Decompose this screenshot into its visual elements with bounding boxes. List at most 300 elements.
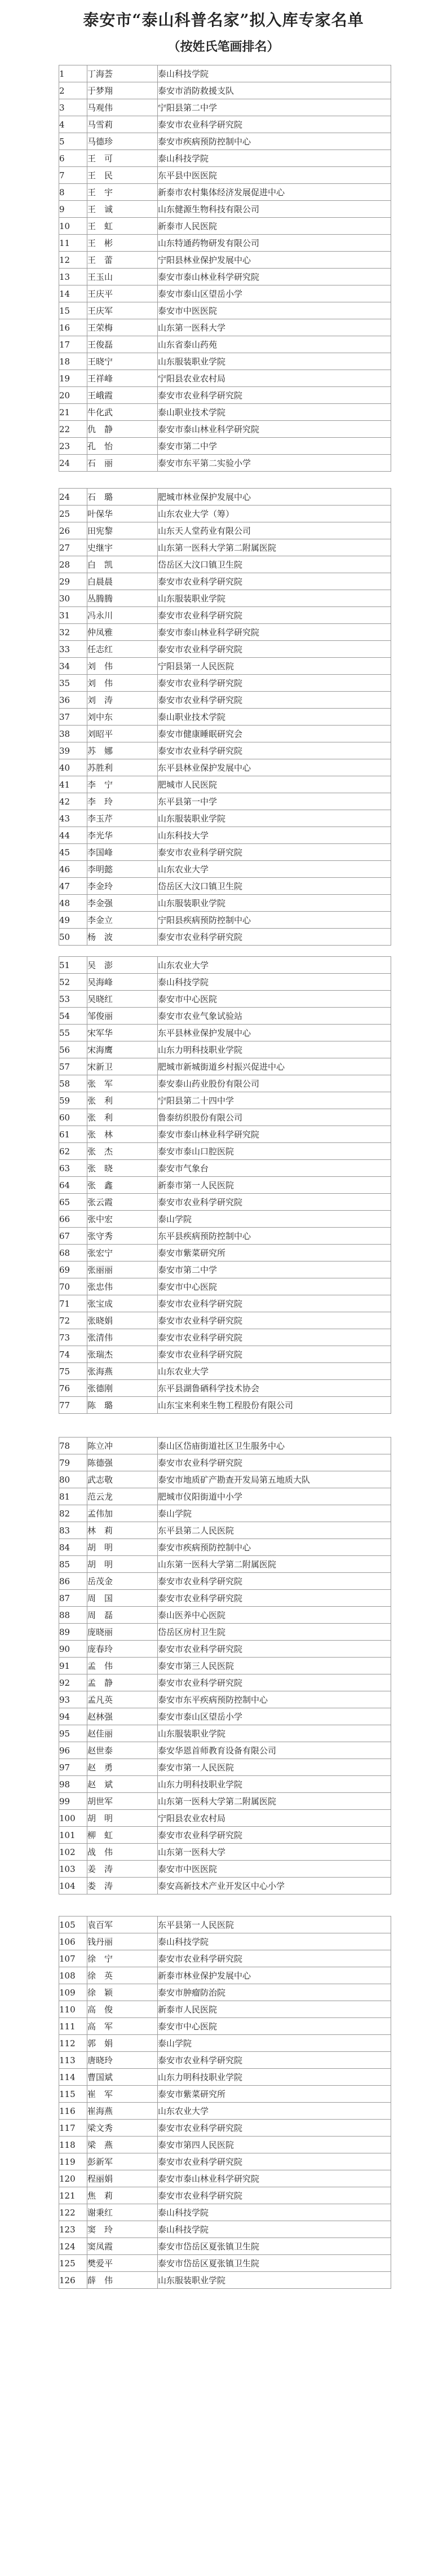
table-row xyxy=(59,675,391,692)
table-row xyxy=(59,827,391,844)
expert-name: 仇 静 xyxy=(87,421,158,438)
expert-name: 宋军华 xyxy=(87,1025,158,1041)
row-number: 39 xyxy=(59,742,87,759)
expert-organization: 泰安市农业科学研究院 xyxy=(158,2153,391,2170)
expert-name: 李金玲 xyxy=(87,878,158,895)
expert-name: 宋海鹰 xyxy=(87,1041,158,1058)
expert-organization: 泰安市中医医院 xyxy=(158,1861,391,1878)
expert-organization: 山东农业大学 xyxy=(158,861,391,878)
expert-name: 马雪莉 xyxy=(87,116,158,133)
table-row xyxy=(59,726,391,742)
expert-name: 苏胜利 xyxy=(87,759,158,776)
expert-organization: 新泰市第一人民医院 xyxy=(158,1177,391,1194)
expert-organization: 泰安市农业科学研究院 xyxy=(158,2052,391,2069)
expert-name: 石 丽 xyxy=(87,455,158,472)
row-number: 100 xyxy=(59,1810,87,1827)
expert-organization: 山东第一医科大学第二附属医院 xyxy=(158,1556,391,1573)
expert-organization: 泰安市农业科学研究院 xyxy=(158,1641,391,1658)
table-row xyxy=(59,1092,391,1109)
expert-name: 王 诚 xyxy=(87,201,158,218)
row-number: 117 xyxy=(59,2120,87,2137)
row-number: 119 xyxy=(59,2153,87,2170)
expert-name: 孟 静 xyxy=(87,1674,158,1691)
table-row xyxy=(59,252,391,269)
expert-organization: 泰安市农业科学研究院 xyxy=(158,1573,391,1590)
table-row xyxy=(59,201,391,218)
row-number: 1 xyxy=(59,65,87,82)
expert-organization: 泰安市东平第二实验小学 xyxy=(158,455,391,472)
expert-name: 高 军 xyxy=(87,2018,158,2035)
table-row xyxy=(59,133,391,150)
expert-organization: 山东力明科技职业学院 xyxy=(158,1041,391,1058)
expert-organization: 泰安市农业气象试验站 xyxy=(158,1008,391,1025)
row-number: 49 xyxy=(59,912,87,929)
row-number: 52 xyxy=(59,974,87,991)
expert-name: 张忠伟 xyxy=(87,1278,158,1295)
expert-name: 孟伟加 xyxy=(87,1505,158,1522)
row-number: 83 xyxy=(59,1522,87,1539)
expert-organization: 泰安市泰山区望岳小学 xyxy=(158,285,391,302)
expert-name: 马观伟 xyxy=(87,99,158,116)
table-row xyxy=(59,573,391,590)
expert-organization: 泰安市农业科学研究院 xyxy=(158,929,391,946)
expert-name: 唐晓玲 xyxy=(87,2052,158,2069)
expert-name: 张云霞 xyxy=(87,1194,158,1211)
expert-name: 李金立 xyxy=(87,912,158,929)
expert-organization: 泰山科技学院 xyxy=(158,1933,391,1950)
row-number: 58 xyxy=(59,1075,87,1092)
expert-name: 刘中东 xyxy=(87,709,158,726)
expert-organization: 泰安市健康睡眠研究会 xyxy=(158,726,391,742)
table-row xyxy=(59,1008,391,1025)
expert-name: 李国峰 xyxy=(87,844,158,861)
expert-name: 张 军 xyxy=(87,1075,158,1092)
expert-name: 焦 莉 xyxy=(87,2187,158,2204)
expert-name: 李金强 xyxy=(87,895,158,912)
expert-name: 陈立冲 xyxy=(87,1438,158,1454)
expert-name: 郭 娟 xyxy=(87,2035,158,2052)
row-number: 32 xyxy=(59,624,87,641)
expert-name: 王 民 xyxy=(87,167,158,184)
expert-organization: 泰安市第三人民医院 xyxy=(158,1658,391,1674)
row-number: 98 xyxy=(59,1776,87,1793)
expert-organization: 泰安市农业科学研究院 xyxy=(158,675,391,692)
expert-organization: 山东省泰山药苑 xyxy=(158,336,391,353)
expert-organization: 山东力明科技职业学院 xyxy=(158,2069,391,2086)
table-row xyxy=(59,1278,391,1295)
row-number: 104 xyxy=(59,1878,87,1894)
row-number: 75 xyxy=(59,1363,87,1380)
table-row xyxy=(59,522,391,539)
table-row xyxy=(59,912,391,929)
row-number: 59 xyxy=(59,1092,87,1109)
row-number: 73 xyxy=(59,1329,87,1346)
expert-name: 庞晓丽 xyxy=(87,1624,158,1641)
expert-name: 吴晓红 xyxy=(87,991,158,1008)
table-row xyxy=(59,1590,391,1607)
table-row xyxy=(59,1109,391,1126)
row-number: 48 xyxy=(59,895,87,912)
expert-name: 张宏宁 xyxy=(87,1245,158,1261)
row-number: 28 xyxy=(59,556,87,573)
row-number: 96 xyxy=(59,1742,87,1759)
table-row xyxy=(59,1380,391,1397)
expert-organization: 泰山科技学院 xyxy=(158,2204,391,2221)
table-row xyxy=(59,1725,391,1742)
row-number: 65 xyxy=(59,1194,87,1211)
table-row xyxy=(59,269,391,285)
expert-name: 赵 斌 xyxy=(87,1776,158,1793)
row-number: 54 xyxy=(59,1008,87,1025)
expert-organization: 泰安市农业科学研究院 xyxy=(158,573,391,590)
table-row xyxy=(59,1641,391,1658)
table-row xyxy=(59,793,391,810)
expert-organization: 东平县湖鲁硒科学技术协会 xyxy=(158,1380,391,1397)
expert-organization: 泰安市农业科学研究院 xyxy=(158,387,391,404)
row-number: 30 xyxy=(59,590,87,607)
expert-organization: 山东第一医科大学第二附属医院 xyxy=(158,539,391,556)
expert-name: 崔 军 xyxy=(87,2086,158,2103)
row-number: 118 xyxy=(59,2137,87,2153)
row-number: 116 xyxy=(59,2103,87,2120)
row-number: 111 xyxy=(59,2018,87,2035)
expert-name: 崔海燕 xyxy=(87,2103,158,2120)
expert-organization: 泰安市中心医院 xyxy=(158,991,391,1008)
table-row xyxy=(59,421,391,438)
expert-organization: 泰安市农业科学研究院 xyxy=(158,844,391,861)
expert-organization: 新泰市人民医院 xyxy=(158,218,391,235)
table-row xyxy=(59,2272,391,2289)
table-row xyxy=(59,1261,391,1278)
row-number: 80 xyxy=(59,1471,87,1488)
row-number: 124 xyxy=(59,2238,87,2255)
table-row xyxy=(59,1160,391,1177)
row-number: 125 xyxy=(59,2255,87,2272)
expert-organization: 山东科技大学 xyxy=(158,827,391,844)
row-number: 8 xyxy=(59,184,87,201)
table-row xyxy=(59,2137,391,2153)
row-number: 120 xyxy=(59,2170,87,2187)
row-number: 86 xyxy=(59,1573,87,1590)
expert-name: 范云龙 xyxy=(87,1488,158,1505)
table-row xyxy=(59,1471,391,1488)
expert-name: 赵林强 xyxy=(87,1708,158,1725)
expert-name: 孟 伟 xyxy=(87,1658,158,1674)
expert-name: 张丽丽 xyxy=(87,1261,158,1278)
expert-organization: 泰安市气象台 xyxy=(158,1160,391,1177)
table-row xyxy=(59,370,391,387)
row-number: 88 xyxy=(59,1607,87,1624)
row-number: 76 xyxy=(59,1380,87,1397)
row-number: 60 xyxy=(59,1109,87,1126)
table-row xyxy=(59,302,391,319)
table-row xyxy=(59,810,391,827)
row-number: 21 xyxy=(59,404,87,421)
expert-organization: 东平县中医医院 xyxy=(158,167,391,184)
table-row xyxy=(59,776,391,793)
expert-table xyxy=(59,1437,391,1894)
table-row xyxy=(59,2052,391,2069)
expert-name: 张 利 xyxy=(87,1109,158,1126)
expert-name: 丁海荟 xyxy=(87,65,158,82)
expert-name: 王峨霞 xyxy=(87,387,158,404)
expert-organization: 肥城市仪阳街道中小学 xyxy=(158,1488,391,1505)
expert-name: 丛腾腾 xyxy=(87,590,158,607)
row-number: 90 xyxy=(59,1641,87,1658)
expert-organization: 山东农业大学 xyxy=(158,1363,391,1380)
row-number: 66 xyxy=(59,1211,87,1228)
row-number: 62 xyxy=(59,1143,87,1160)
table-row xyxy=(59,1861,391,1878)
table-row xyxy=(59,1177,391,1194)
expert-name: 王祥峰 xyxy=(87,370,158,387)
row-number: 34 xyxy=(59,658,87,675)
expert-name: 周 国 xyxy=(87,1590,158,1607)
expert-name: 袁百军 xyxy=(87,1916,158,1933)
expert-name: 窦凤霞 xyxy=(87,2238,158,2255)
table-row xyxy=(59,2069,391,2086)
row-number: 45 xyxy=(59,844,87,861)
expert-organization: 山东健源生物科技有限公司 xyxy=(158,201,391,218)
expert-name: 王庆平 xyxy=(87,285,158,302)
expert-organization: 泰安市泰山林业科学研究院 xyxy=(158,269,391,285)
expert-name: 于梦翔 xyxy=(87,82,158,99)
row-number: 42 xyxy=(59,793,87,810)
table-row xyxy=(59,844,391,861)
expert-organization: 岱岳区房村卫生院 xyxy=(158,1624,391,1641)
row-number: 94 xyxy=(59,1708,87,1725)
table-row xyxy=(59,1759,391,1776)
expert-organization: 山东服装职业学院 xyxy=(158,810,391,827)
table-row xyxy=(59,1827,391,1844)
table-row xyxy=(59,1505,391,1522)
row-number: 61 xyxy=(59,1126,87,1143)
row-number: 115 xyxy=(59,2086,87,2103)
table-row xyxy=(59,1346,391,1363)
row-number: 25 xyxy=(59,505,87,522)
row-number: 13 xyxy=(59,269,87,285)
expert-organization: 泰山科技学院 xyxy=(158,974,391,991)
expert-organization: 东平县第一人民医院 xyxy=(158,1916,391,1933)
expert-organization: 山东服装职业学院 xyxy=(158,2272,391,2289)
row-number: 41 xyxy=(59,776,87,793)
expert-organization: 山东农业大学 xyxy=(158,957,391,974)
expert-organization: 东平县第一中学 xyxy=(158,793,391,810)
expert-organization: 泰山区岱庙街道社区卫生服务中心 xyxy=(158,1438,391,1454)
table-row xyxy=(59,1878,391,1894)
row-number: 27 xyxy=(59,539,87,556)
table-row xyxy=(59,1916,391,1933)
table-row xyxy=(59,2221,391,2238)
expert-organization: 新泰市林业保护发展中心 xyxy=(158,1967,391,1984)
row-number: 24 xyxy=(59,455,87,472)
expert-name: 曹国斌 xyxy=(87,2069,158,2086)
row-number: 113 xyxy=(59,2052,87,2069)
expert-organization: 宁阳县第二中学 xyxy=(158,99,391,116)
row-number: 82 xyxy=(59,1505,87,1522)
expert-organization: 山东服装职业学院 xyxy=(158,895,391,912)
row-number: 102 xyxy=(59,1844,87,1861)
table-row xyxy=(59,1295,391,1312)
row-number: 18 xyxy=(59,353,87,370)
table-row xyxy=(59,2255,391,2272)
expert-organization: 泰山学院 xyxy=(158,1505,391,1522)
row-number: 23 xyxy=(59,438,87,455)
expert-name: 宋新卫 xyxy=(87,1058,158,1075)
table-row xyxy=(59,692,391,709)
expert-organization: 岱岳区大汶口镇卫生院 xyxy=(158,556,391,573)
expert-organization: 山东农业大学（筹） xyxy=(158,505,391,522)
expert-name: 赵世泰 xyxy=(87,1742,158,1759)
table-row xyxy=(59,1075,391,1092)
expert-name: 邹俊丽 xyxy=(87,1008,158,1025)
row-number: 47 xyxy=(59,878,87,895)
expert-name: 谢秉红 xyxy=(87,2204,158,2221)
expert-name: 李 宁 xyxy=(87,776,158,793)
expert-organization: 山东力明科技职业学院 xyxy=(158,1776,391,1793)
expert-organization: 泰安市中医医院 xyxy=(158,302,391,319)
table-row xyxy=(59,1708,391,1725)
expert-name: 王 宇 xyxy=(87,184,158,201)
expert-name: 程丽娟 xyxy=(87,2170,158,2187)
table-row xyxy=(59,641,391,658)
expert-organization: 泰山科技学院 xyxy=(158,65,391,82)
table-row xyxy=(59,1844,391,1861)
expert-organization: 泰山医养中心医院 xyxy=(158,1607,391,1624)
table-row xyxy=(59,1742,391,1759)
expert-name: 胡世军 xyxy=(87,1793,158,1810)
expert-name: 徐 宁 xyxy=(87,1950,158,1967)
expert-name: 李玉芹 xyxy=(87,810,158,827)
expert-organization: 泰安市第一人民医院 xyxy=(158,1759,391,1776)
expert-name: 张德刚 xyxy=(87,1380,158,1397)
row-number: 122 xyxy=(59,2204,87,2221)
expert-organization: 肥城市新城街道乡村振兴促进中心 xyxy=(158,1058,391,1075)
table-row xyxy=(59,2204,391,2221)
expert-organization: 泰山职业技术学院 xyxy=(158,404,391,421)
expert-organization: 肥城市人民医院 xyxy=(158,776,391,793)
expert-organization: 泰安市农业科学研究院 xyxy=(158,1312,391,1329)
row-number: 67 xyxy=(59,1228,87,1245)
row-number: 84 xyxy=(59,1539,87,1556)
expert-organization: 泰安市农业科学研究院 xyxy=(158,1329,391,1346)
table-row xyxy=(59,1058,391,1075)
expert-name: 徐 英 xyxy=(87,1967,158,1984)
table-row xyxy=(59,1025,391,1041)
row-number: 55 xyxy=(59,1025,87,1041)
table-row xyxy=(59,1776,391,1793)
row-number: 91 xyxy=(59,1658,87,1674)
expert-name: 王晓宁 xyxy=(87,353,158,370)
expert-organization: 泰安市第二中学 xyxy=(158,438,391,455)
row-number: 9 xyxy=(59,201,87,218)
row-number: 31 xyxy=(59,607,87,624)
table-row xyxy=(59,235,391,252)
table-row xyxy=(59,1329,391,1346)
table-row xyxy=(59,489,391,505)
expert-name: 胡 明 xyxy=(87,1810,158,1827)
expert-name: 胡 明 xyxy=(87,1539,158,1556)
expert-name: 张 利 xyxy=(87,1092,158,1109)
expert-name: 徐 颖 xyxy=(87,1984,158,2001)
expert-name: 张海燕 xyxy=(87,1363,158,1380)
expert-organization: 泰安市农业科学研究院 xyxy=(158,1827,391,1844)
table-row xyxy=(59,82,391,99)
table-row xyxy=(59,1194,391,1211)
row-number: 78 xyxy=(59,1438,87,1454)
expert-organization: 泰安市泰山林业科学研究院 xyxy=(158,624,391,641)
table-row xyxy=(59,974,391,991)
expert-organization: 泰安市疾病预防控制中心 xyxy=(158,1539,391,1556)
expert-table xyxy=(59,65,391,472)
table-row xyxy=(59,285,391,302)
expert-organization: 东平县疾病预防控制中心 xyxy=(158,1228,391,1245)
table-row xyxy=(59,2120,391,2137)
expert-organization: 东平县林业保护发展中心 xyxy=(158,759,391,776)
expert-name: 石 璐 xyxy=(87,489,158,505)
expert-organization: 山东农业大学 xyxy=(158,2103,391,2120)
expert-organization: 泰安市农业科学研究院 xyxy=(158,2120,391,2137)
row-number: 50 xyxy=(59,929,87,946)
expert-name: 张宝成 xyxy=(87,1295,158,1312)
row-number: 24 xyxy=(59,489,87,505)
expert-organization: 泰安市中心医院 xyxy=(158,2018,391,2035)
row-number: 109 xyxy=(59,1984,87,2001)
table-row xyxy=(59,455,391,472)
expert-organization: 宁阳县农业农村局 xyxy=(158,370,391,387)
table-row xyxy=(59,99,391,116)
expert-name: 梁 燕 xyxy=(87,2137,158,2153)
table-row xyxy=(59,1041,391,1058)
table-row xyxy=(59,2238,391,2255)
table-row xyxy=(59,184,391,201)
table-row xyxy=(59,607,391,624)
row-number: 44 xyxy=(59,827,87,844)
table-row xyxy=(59,65,391,82)
row-number: 85 xyxy=(59,1556,87,1573)
row-number: 69 xyxy=(59,1261,87,1278)
row-number: 4 xyxy=(59,116,87,133)
expert-name: 王俊磊 xyxy=(87,336,158,353)
expert-name: 张中宏 xyxy=(87,1211,158,1228)
table-row xyxy=(59,2187,391,2204)
expert-table xyxy=(59,1916,391,2289)
expert-name: 李 玲 xyxy=(87,793,158,810)
expert-organization: 泰山学院 xyxy=(158,1211,391,1228)
expert-name: 刘 伟 xyxy=(87,658,158,675)
row-number: 7 xyxy=(59,167,87,184)
table-row xyxy=(59,438,391,455)
row-number: 81 xyxy=(59,1488,87,1505)
expert-organization: 泰安市泰山林业科学研究院 xyxy=(158,1126,391,1143)
expert-organization: 山东服装职业学院 xyxy=(158,590,391,607)
expert-organization: 泰安市中心医院 xyxy=(158,1278,391,1295)
table-row xyxy=(59,2153,391,2170)
row-number: 2 xyxy=(59,82,87,99)
expert-organization: 泰安市肿瘤防治院 xyxy=(158,1984,391,2001)
row-number: 63 xyxy=(59,1160,87,1177)
row-number: 93 xyxy=(59,1691,87,1708)
expert-name: 张 鑫 xyxy=(87,1177,158,1194)
expert-organization: 山东特通药物研发有限公司 xyxy=(158,235,391,252)
expert-organization: 泰安市农业科学研究院 xyxy=(158,1590,391,1607)
expert-name: 李光华 xyxy=(87,827,158,844)
table-row xyxy=(59,1984,391,2001)
expert-name: 白 凯 xyxy=(87,556,158,573)
expert-name: 赵佳丽 xyxy=(87,1725,158,1742)
expert-table xyxy=(59,956,391,1414)
expert-name: 刘 伟 xyxy=(87,675,158,692)
